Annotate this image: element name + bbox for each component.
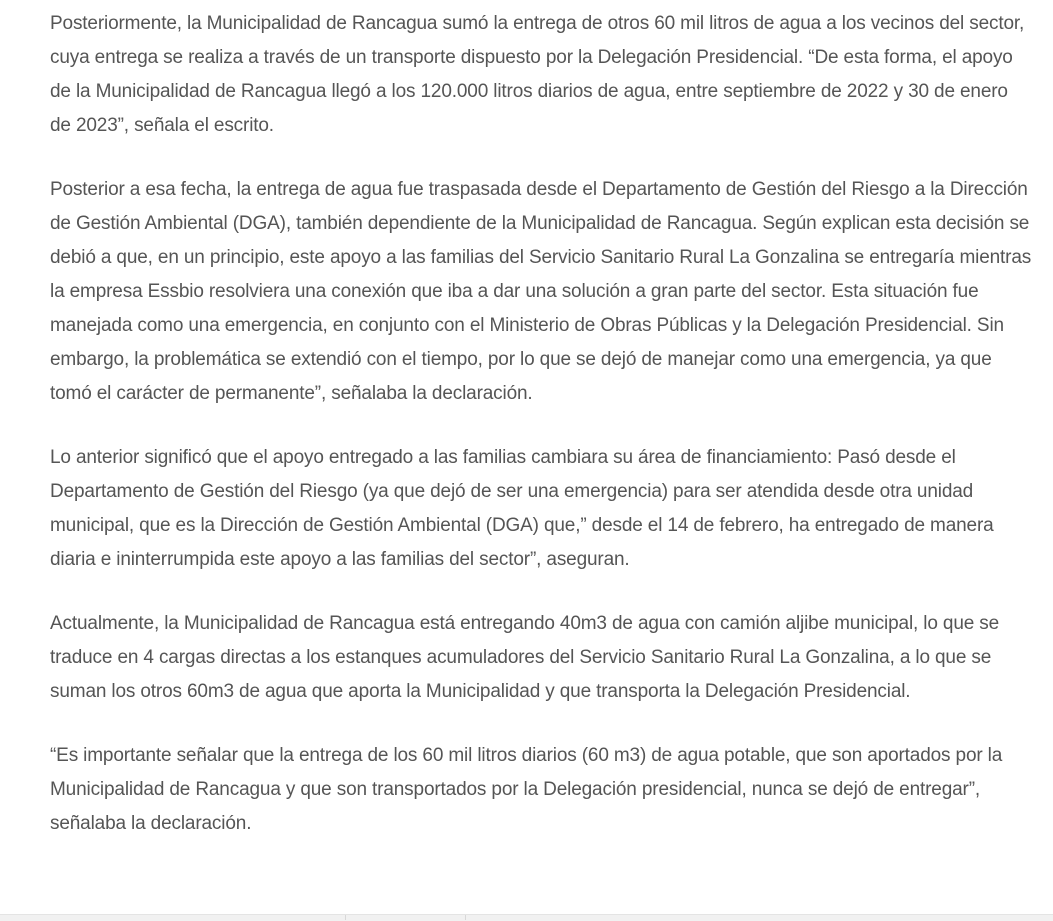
paragraph-2: Posterior a esa fecha, la entrega de agua fue traspasada desde el Departamento de Gestión del Riesgo a la Dirección de Gestión Ambiental (DGA), también dependiente de la Municipalidad de Rancagua. Según explican esta decisión se debió a que, en un principio, este apoyo a las familias del Servicio Sanitario Rural La Gonzalina se entregaría mientras la empresa Essbio resolviera una conexión que iba a dar una solución a gran parte del sector. Esta situación fue manejada como una emergencia, en conjunto con el Ministerio de Obras Públicas y la Delegación Presidencial. Sin embargo, la problemática se extendió con el tiempo, por lo que se dejó de manejar como una emergencia, ya que tomó el carácter de permanente”, señalaba la declaración. xyxy=(50,179,1032,404)
paragraph-4: Actualmente, la Municipalidad de Rancagua está entregando 40m3 de agua con camión aljibe municipal, lo que se traduce en 4 cargas directas a los estanques acumuladores del Servicio Sanitario Rural La Gonzalina, a lo que se suman los otros 60m3 de agua que aporta la Municipalidad y que transporta la Delegación Presidencial. xyxy=(50,613,1000,702)
bottom-bar-divider xyxy=(345,915,346,920)
paragraph-3: Lo anterior significó que el apoyo entregado a las familias cambiara su área de financiamiento: Pasó desde el Departamento de Gestión del Riesgo (ya que dejó de ser una emergencia) para ser atendida desde otra unidad municipal, que es la Dirección de Gestión Ambiental (DGA) que,” desde el 14 de febrero, ha entregado de manera diaria e ininterrumpida este apoyo a las familias del sector”, aseguran. xyxy=(50,447,994,570)
paragraph-1: Posteriormente, la Municipalidad de Rancagua sumó la entrega de otros 60 mil litros de agua a los vecinos del sector, cuya entrega se realiza a través de un transporte dispuesto por la Delegación Presidencial. “De esta forma, el apoyo de la Municipalidad de Rancagua llegó a los 120.000 litros diarios de agua, entre septiembre de 2022 y 30 de enero de 2023”, señala el escrito. xyxy=(50,13,1025,136)
bottom-bar-divider xyxy=(465,915,466,920)
paragraph-5: “Es importante señalar que la entrega de los 60 mil litros diarios (60 m3) de agua potable, que son aportados por la Municipalidad de Rancagua y que son transportados por la Delegación presidencial, nunca se dejó de entregar”, señalaba la declaración. xyxy=(50,745,1003,834)
bottom-bar xyxy=(0,914,1053,921)
